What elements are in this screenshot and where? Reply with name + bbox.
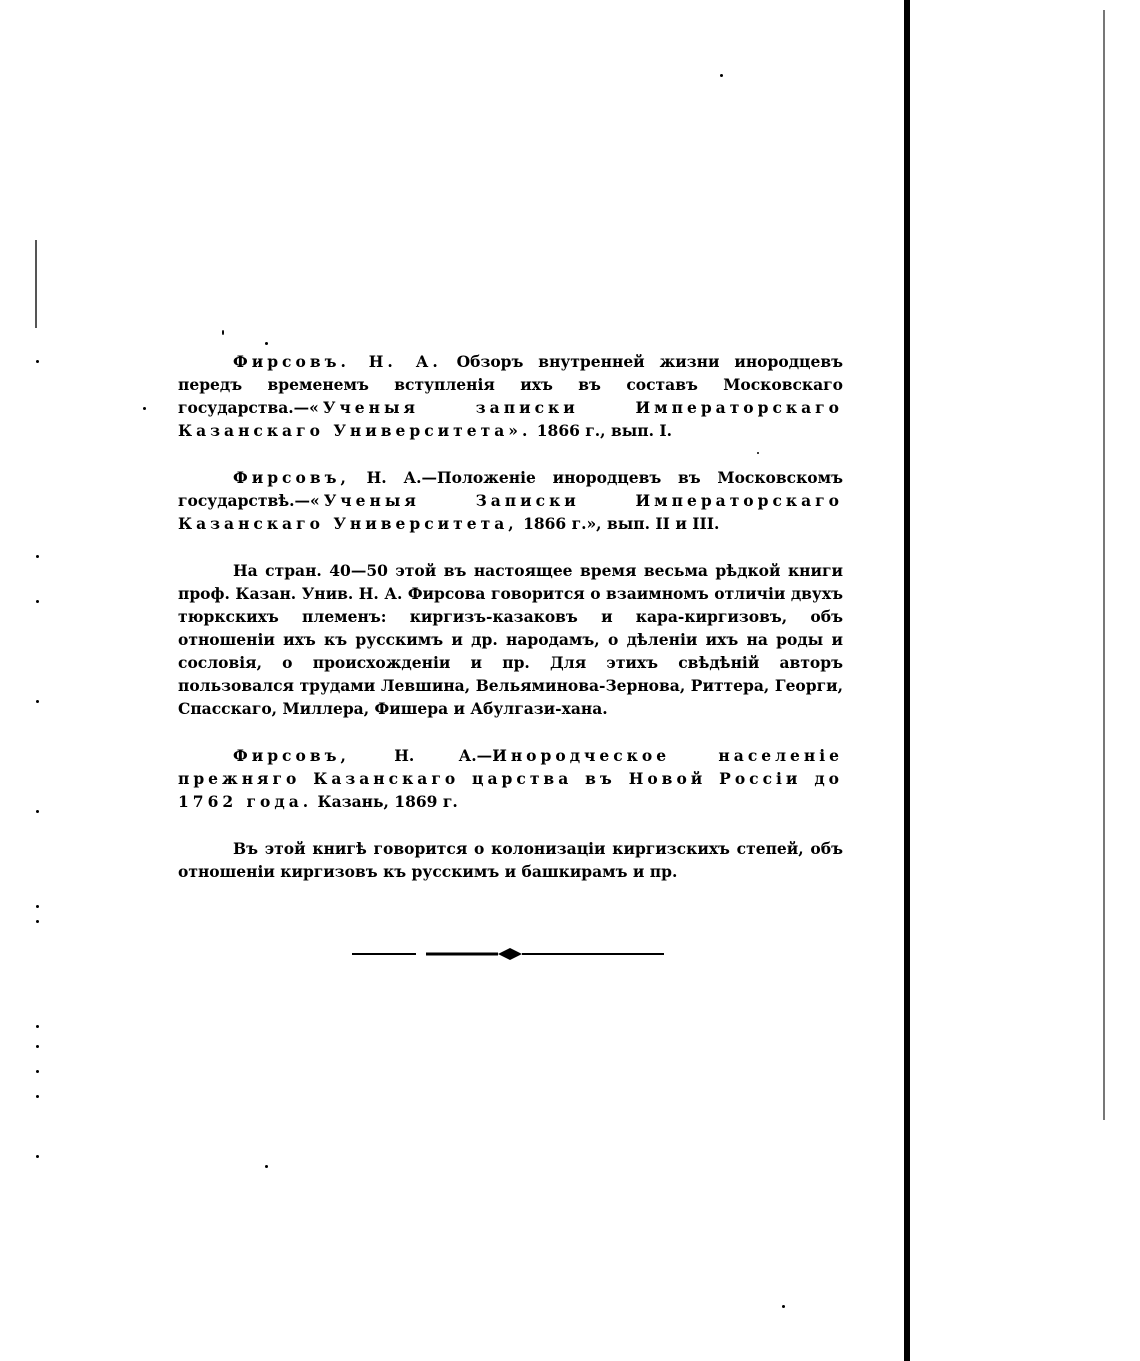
scan-speck — [36, 1070, 39, 1073]
entry-imprint: 1866 г.», вып. II и III. — [517, 514, 720, 533]
scan-speck — [36, 1045, 39, 1048]
entry-journal: Инородческое населеніе прежняго Казанскаго царства въ Новой Россіи до 1762 года. — [178, 746, 844, 811]
entry-imprint: Казань, 1869 г. — [312, 792, 458, 811]
scan-speck — [143, 407, 146, 410]
entry-imprint: 1866 г., вып. I. — [531, 421, 673, 440]
entry-title: Н. А.— — [349, 746, 493, 765]
scan-speck — [720, 74, 723, 77]
entry-journal: «Ученыя записки Императорскаго Казанскаго Университета». — [178, 398, 843, 440]
scan-speck — [36, 360, 39, 363]
entry-author: Фирсовъ. Н. А. — [233, 352, 442, 371]
scan-speck — [36, 700, 39, 703]
bibliography-entry — [178, 744, 843, 813]
page-edge-line — [1103, 10, 1105, 1120]
scan-speck — [36, 810, 39, 813]
bibliography-text — [178, 350, 843, 907]
bibliography-entry — [178, 350, 843, 442]
entry-title: Н. А.—Положеніе инородцевъ въ Московскомъ государствѣ.— — [178, 468, 843, 510]
scan-speck — [782, 1305, 785, 1308]
scan-speck — [36, 920, 39, 923]
scan-speck — [36, 1155, 39, 1158]
scan-speck — [36, 1095, 39, 1098]
left-edge-mark — [35, 240, 37, 328]
binding-rule — [904, 0, 910, 1361]
divider-ornament — [352, 945, 664, 963]
scan-speck — [36, 555, 39, 558]
annotation-paragraph: На стран. 40—50 этой въ настоящее время весьма рѣдкой книги проф. Казан. Унив. Н. А. Фирсова говорится о взаимномъ отличіи двухъ тюркскихъ племенъ: киргизъ-казаковъ и кара-киргизовъ, объ отношеніи ихъ къ русскимъ и др. народамъ, о дѣленіи ихъ на роды и сословія, о происхожденіи и пр. Для этихъ свѣдѣній авторъ пользовался трудами Левшина, Вельяминова-Зернова, Риттера, Георги, Спасскаго, Миллера, Фишера и Абулгази-хана. — [178, 561, 843, 718]
scan-speck — [36, 905, 39, 908]
annotation-paragraph: Въ этой книгѣ говорится о колонизаціи киргизскихъ степей, объ отношеніи киргизовъ къ русскимъ и башкирамъ и пр. — [178, 839, 843, 881]
scan-speck — [265, 1165, 268, 1168]
entry-journal: «Ученыя Записки Императорскаго Казанскаго Университета, — [178, 491, 843, 533]
scan-speck — [265, 342, 268, 345]
entry-title: Обзоръ внутренней жизни инородцевъ передъ временемъ вступленія ихъ въ составъ Московскаго государства.— — [178, 352, 843, 417]
scan-speck — [36, 600, 39, 603]
entry-author: Фирсовъ, — [233, 468, 350, 487]
entry-author: Фирсовъ, — [233, 746, 350, 765]
bibliography-entry — [178, 466, 843, 535]
scan-speck — [222, 330, 224, 335]
scan-speck — [36, 1025, 39, 1028]
